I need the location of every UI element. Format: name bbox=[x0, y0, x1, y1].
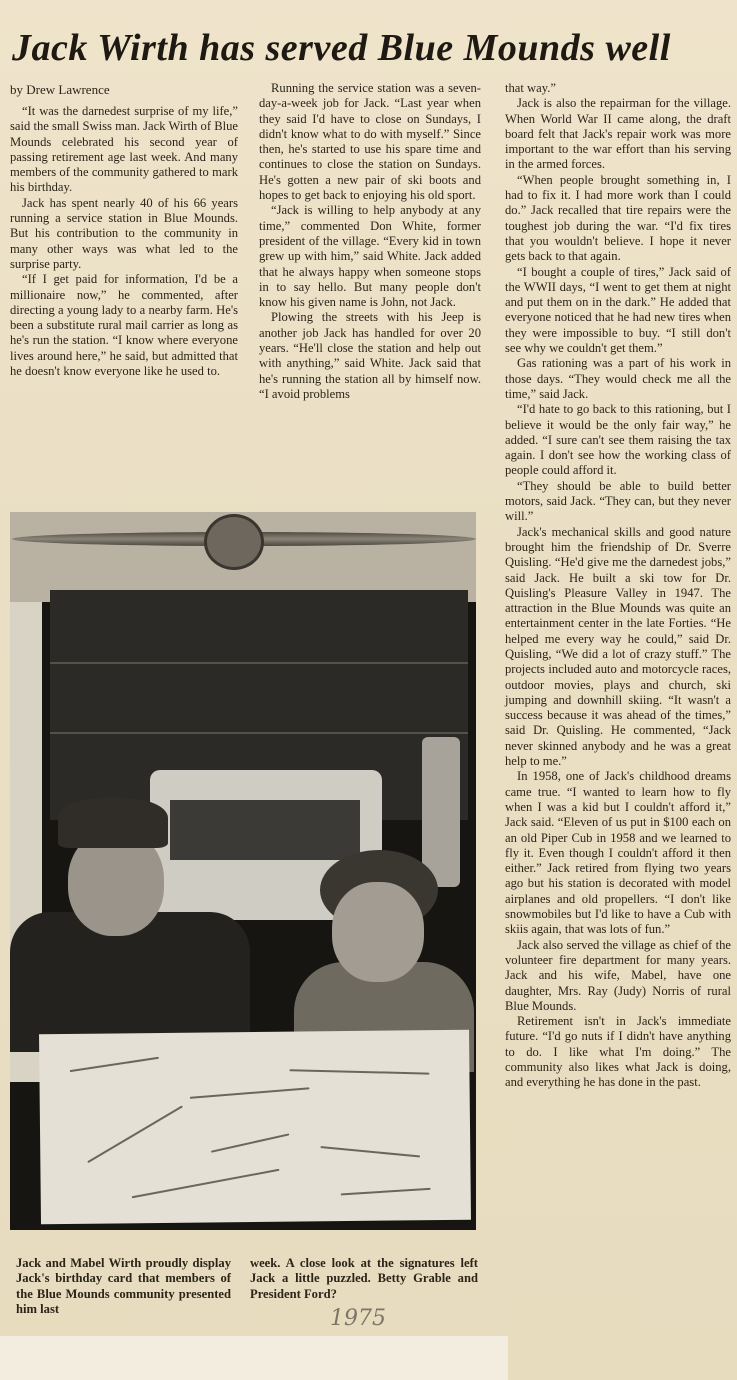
signature bbox=[289, 1069, 429, 1074]
paragraph: Retirement isn't in Jack's immediate future. “I'd go nuts if I didn't have anything to do. I like what I'm doing.” The community also likes what Jack is doing, and everything he has done in the past. bbox=[505, 1014, 731, 1090]
paragraph: Jack's mechanical skills and good nature brought him the friendship of Dr. Sverre Quisling. “He'd give me the darnedest jobs,” said Jack. He built a ski tow for Dr. Quisling's Pleasure Valley in 1947. The attraction in the Blue Mounds was quite an entertainment center in the late Forties. “He helped me every way he could,” said Dr. Quisling, “We did a lot of crazy stuff.” The projects included auto and motorcycle races, outdoor movies, plays and church, ski jumping and downhill skiing. “It wasn't a success because it was ahead of the times,” said Dr. Quisling. He commented, “Jack never skinned anybody and he was a great help to me.” bbox=[505, 524, 731, 769]
mobil-cap bbox=[58, 798, 168, 848]
headline: Jack Wirth has served Blue Mounds well bbox=[12, 27, 671, 69]
signature bbox=[211, 1133, 290, 1152]
paragraph: Jack is also the repairman for the village. When World War II came along, the draft board felt that Jack's repair work was more important to the war effort than his serving in the armed forces. bbox=[505, 96, 731, 172]
paragraph: “When people brought something in, I had to fix it. I had more work than I could do.” Jack recalled that tire repairs were the toughest job during the war. “I'd fix tires that you wouldn't believe. I hope it never gets back to that again. bbox=[505, 172, 731, 264]
signature bbox=[132, 1169, 280, 1199]
paragraph: “They should be able to build better motors, said Jack. “They can, but they never will.” bbox=[505, 478, 731, 524]
photo-caption-part-1: Jack and Mabel Wirth proudly display Jack's birthday card that members of the Blue Mounds community presented him last bbox=[16, 1256, 231, 1316]
paragraph: Gas rationing was a part of his work in those days. “They would check me all the time,” said Jack. bbox=[505, 356, 731, 401]
paragraph: “I bought a couple of tires,” Jack said of the WWII days, “I went to get them at night and put them on in the dark.” He added that everyone noticed that he had new tires when they were impossible to buy. “I still don't see why we couldn't get them.” bbox=[505, 264, 731, 356]
signature bbox=[320, 1146, 420, 1157]
handwritten-year: 1975 bbox=[330, 1306, 386, 1331]
paragraph: In 1958, one of Jack's childhood dreams came true. “I wanted to learn how to fly when I was a kid but I couldn't afford it,” Jack said. “Eleven of us put in $100 each on an old Piper Cub in 1958 and we learned to fly it. Even though I couldn't afford it then either.” Jack retired from flying two years ago but his station is decorated with model airplanes and old propellers. “I don't like snowmobiles but I'd like to have a Cub with skiis again, that was lots of fun.” bbox=[505, 769, 731, 937]
signature bbox=[341, 1188, 431, 1196]
mabel-wirth-face bbox=[332, 882, 424, 982]
paragraph: “If I get paid for information, I'd be a millionaire now,” he commented, after directing a young lady to a nearby farm. He's been a substitute rural mail carrier as long as he's run the station. “I know where everyone lives around here,” he said, but admitted that he doesn't know everyone like he used to. bbox=[10, 272, 238, 379]
photo-caption-part-2: week. A close look at the signatures left Jack a little puzzled. Betty Grable and President Ford? bbox=[250, 1256, 478, 1301]
clipping-tail bbox=[508, 1336, 737, 1380]
truck-window bbox=[170, 800, 360, 860]
paragraph: Jack also served the village as chief of the volunteer fire department for many years. Jack and his wife, Mabel, have one daughter, Mrs. Ray (Judy) Norris of rural Blue Mounds. bbox=[505, 937, 731, 1013]
byline: by Drew Lawrence bbox=[10, 82, 110, 97]
window-mullion bbox=[50, 732, 468, 734]
paragraph: Jack has spent nearly 40 of his 66 years running a service station in Blue Mounds. But his contribution to the community in many other ways was what led to the surprise party. bbox=[10, 195, 238, 271]
paragraph: “I'd hate to go back to this rationing, but I believe it would be the only fair way,” he added. “I sure can't see them raising the tax again. I don't see how the working class of people could afford it. bbox=[505, 402, 731, 478]
propeller-hub bbox=[204, 514, 264, 570]
paragraph: Plowing the streets with his Jeep is another job Jack has handled for over 20 years. “He'll close the station and help out with anything,” said White. Jack said that he's running the station all by himself now. “I avoid problems bbox=[259, 310, 481, 401]
article-column-1 bbox=[10, 104, 238, 379]
signature bbox=[70, 1057, 159, 1072]
paragraph: Running the service station was a seven-day-a-week job for Jack. “Last year when they said I'd have to close on Sundays, I didn't know what to do with myself.” Since then, he's started to use his spare time and continues to close the station on Sundays. He's gotten a new pair of ski boots and hopes to get back to enjoying his old sport. bbox=[259, 81, 481, 203]
article-column-2 bbox=[259, 81, 481, 402]
window-mullion bbox=[50, 662, 468, 664]
paragraph: that way.” bbox=[505, 81, 556, 95]
article-column-3 bbox=[505, 81, 731, 1091]
birthday-card bbox=[39, 1030, 471, 1224]
signature bbox=[87, 1105, 183, 1163]
paragraph: “It was the darnedest surprise of my life,” said the small Swiss man. Jack Wirth of Blue Mounds celebrated his second year of passing retirement age last week. And many members of the community gathered to mark his birthday. bbox=[10, 104, 238, 195]
fire-extinguisher bbox=[422, 737, 460, 887]
paragraph: “Jack is willing to help anybody at any time,” commented Don White, former president of the village. “Every kid in town grew up with him,” said White. Jack added that he always happy when someone stops in to say hello. But many people don't know his given name is John, not Jack. bbox=[259, 203, 481, 310]
news-photo bbox=[10, 512, 476, 1230]
signature bbox=[190, 1087, 310, 1099]
